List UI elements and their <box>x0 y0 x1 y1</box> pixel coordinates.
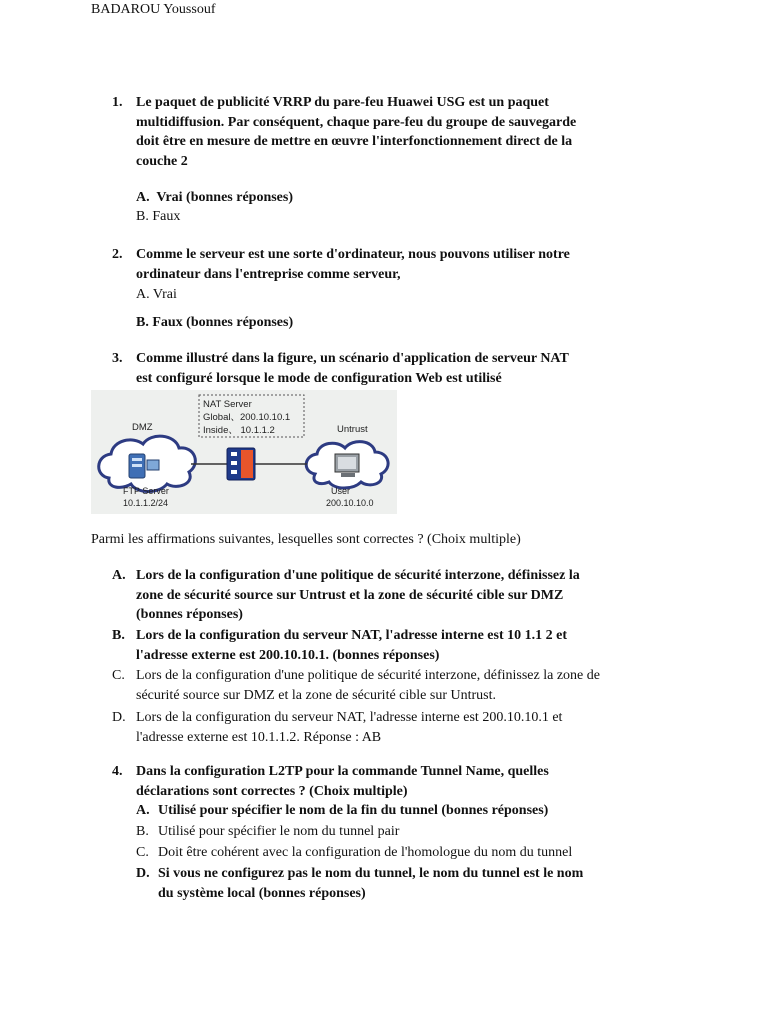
option-label: B. <box>112 628 125 643</box>
user-address: 200.10.10.0 <box>326 498 374 508</box>
firewall-icon <box>227 448 255 480</box>
q4-option-b <box>136 822 656 842</box>
option-text: Doit être cohérent avec la configuration de l'homologue du nom du tunnel <box>158 845 573 860</box>
q1-option-b: B. Faux <box>136 209 181 224</box>
q4-option-d <box>136 864 656 903</box>
ftp-server-address: 10.1.1.2/24 <box>123 498 169 508</box>
option-line: du système local (bonnes réponses) <box>158 885 366 901</box>
option-text <box>136 708 672 747</box>
question-number: 3. <box>112 351 123 366</box>
q4-option-a <box>136 801 656 821</box>
question-line: Dans la configuration L2TP pour la commande Tunnel Name, quelles <box>136 764 549 779</box>
option-label: A. <box>136 803 150 818</box>
option-label: D. <box>112 710 126 725</box>
question-number: 4. <box>112 764 123 779</box>
question-line: Comme illustré dans la figure, un scénario d'application de serveur NAT <box>136 351 569 366</box>
q4-option-c <box>136 843 656 863</box>
option-line: Lors de la configuration d'une politique de sécurité interzone, définissez la <box>136 568 580 583</box>
q3-prompt: Parmi les affirmations suivantes, lesquelles sont correctes ? (Choix multiple) <box>91 532 521 547</box>
q1-option-a <box>136 188 293 208</box>
ftp-server-label: FTP Server <box>123 486 169 496</box>
q3-option-a <box>112 566 652 625</box>
question-line: multidiffusion. Par conséquent, chaque pare-feu du groupe de sauvegarde <box>136 114 577 130</box>
dmz-label: DMZ <box>132 422 153 433</box>
author-name: BADAROU Youssouf <box>91 2 216 17</box>
option-line: l'adresse externe est 10.1.1.2. Réponse : AB <box>136 729 382 745</box>
option-label: B. <box>136 824 149 839</box>
question-4 <box>112 762 632 801</box>
option-text: Vrai (bonnes réponses) <box>156 190 294 205</box>
option-label: A. <box>112 568 126 583</box>
question-2 <box>112 245 632 284</box>
option-line: Lors de la configuration du serveur NAT, l'adresse interne est 10 1.1 2 et <box>136 628 567 643</box>
option-text <box>136 566 652 625</box>
question-line: Le paquet de publicité VRRP du pare-feu Huawei USG est un paquet <box>136 95 549 110</box>
question-1 <box>112 93 632 171</box>
option-label: C. <box>112 668 125 683</box>
question-text <box>136 245 632 284</box>
question-line: ordinateur dans l'entreprise comme serveur, <box>136 266 401 282</box>
question-text <box>136 349 632 388</box>
question-line: Comme le serveur est une sorte d'ordinateur, nous pouvons utiliser notre <box>136 247 570 262</box>
untrust-label: Untrust <box>337 424 368 435</box>
option-line: Lors de la configuration d'une politique de sécurité interzone, définissez la zone de <box>136 668 600 683</box>
option-line: Si vous ne configurez pas le nom du tunnel, le nom du tunnel est le nom <box>158 866 584 881</box>
question-line: est configuré lorsque le mode de configuration Web est utilisé <box>136 370 502 386</box>
question-line: doit être en mesure de mettre en œuvre l'interfonctionnement direct de la <box>136 134 573 149</box>
option-line: sécurité source sur DMZ et la zone de sécurité cible sur Untrust. <box>136 687 496 703</box>
user-label: User <box>331 486 351 496</box>
option-label: A. <box>136 190 150 205</box>
q2-option-a: A. Vrai <box>136 287 177 302</box>
option-line: (bonnes réponses) <box>136 607 243 622</box>
q3-option-c <box>112 666 672 705</box>
question-number: 2. <box>112 247 123 262</box>
option-text <box>136 666 672 705</box>
option-label: C. <box>136 845 149 860</box>
nat-global: Global、200.10.10.1 <box>203 412 291 423</box>
option-text: Utilisé pour spécifier le nom de la fin du tunnel (bonnes réponses) <box>158 803 549 818</box>
q3-option-d <box>112 708 672 747</box>
nat-inside: Inside、 10.1.1.2 <box>203 425 275 436</box>
question-text <box>136 762 632 801</box>
option-text <box>136 626 652 665</box>
question-text <box>136 93 632 171</box>
question-number: 1. <box>112 95 123 110</box>
q3-option-b <box>112 626 652 665</box>
q2-option-b: B. Faux (bonnes réponses) <box>136 315 294 330</box>
question-line: déclarations sont correctes ? (Choix multiple) <box>136 783 408 799</box>
question-line: couche 2 <box>136 153 188 169</box>
option-line: l'adresse externe est 200.10.10.1. (bonnes réponses) <box>136 647 440 663</box>
option-line: Lors de la configuration du serveur NAT, l'adresse interne est 200.10.10.1 et <box>136 710 563 725</box>
option-text <box>158 864 656 903</box>
nat-server-figure <box>91 390 397 514</box>
option-text: Utilisé pour spécifier le nom du tunnel pair <box>158 824 400 839</box>
question-3 <box>112 349 632 388</box>
option-label: D. <box>136 866 150 881</box>
nat-title: NAT Server <box>203 399 252 410</box>
option-line: zone de sécurité source sur Untrust et la zone de sécurité cible sur DMZ <box>136 587 564 603</box>
